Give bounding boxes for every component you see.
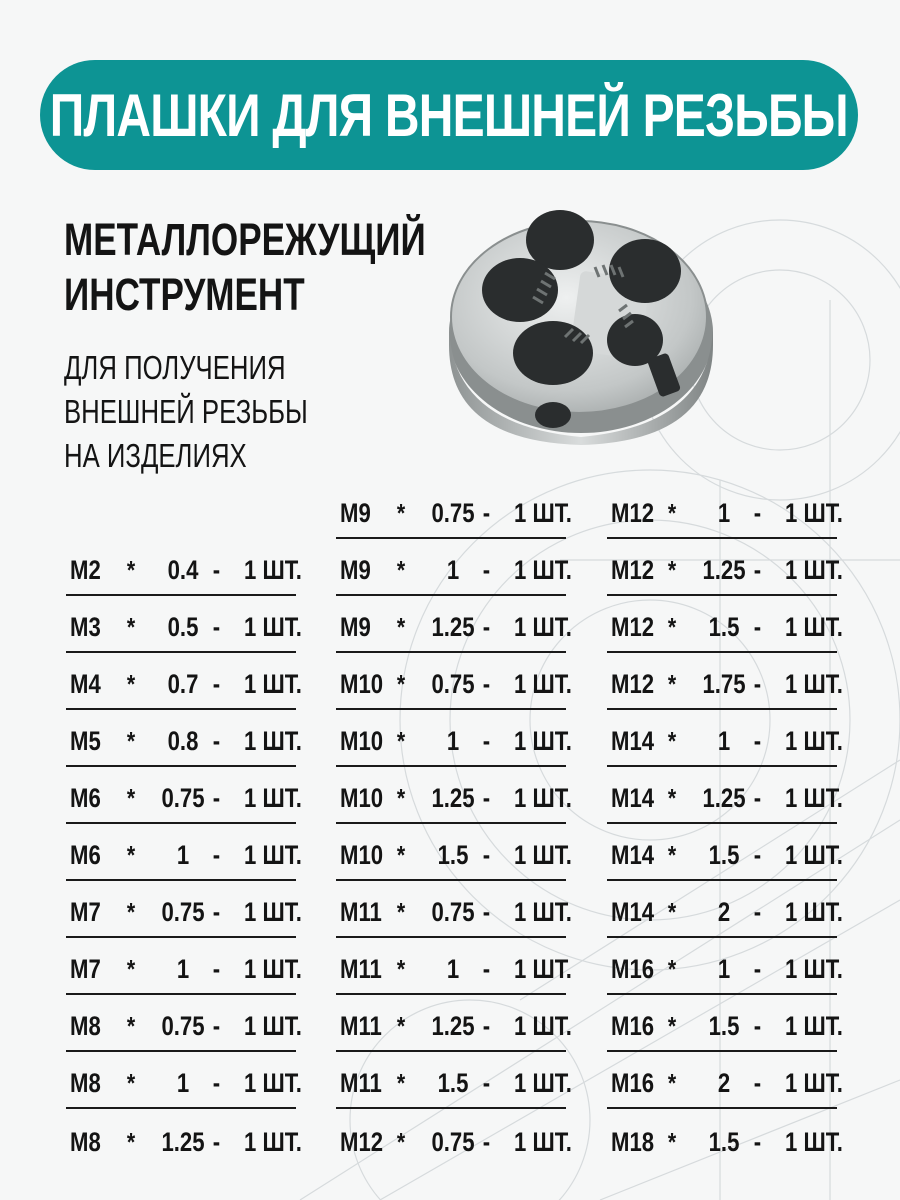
- separator-dash: -: [753, 555, 762, 585]
- separator-dash: -: [753, 954, 762, 984]
- separator-dash: -: [482, 726, 491, 756]
- thread-size: M11: [340, 1068, 382, 1098]
- separator-dash: -: [753, 498, 762, 528]
- thread-pitch: 0.8: [167, 726, 199, 756]
- quantity: 1 ШТ.: [514, 612, 572, 642]
- separator-dash: -: [212, 612, 221, 642]
- separator-dash: -: [482, 1127, 491, 1157]
- title-banner: [40, 60, 858, 170]
- table-row: [336, 768, 572, 824]
- thread-pitch: 1: [446, 555, 460, 585]
- thread-pitch: 1: [717, 498, 731, 528]
- thread-size: M11: [340, 954, 382, 984]
- thread-size: M18: [611, 1127, 655, 1157]
- separator-dash: -: [753, 726, 762, 756]
- thread-pitch: 1: [176, 840, 190, 870]
- separator-star: *: [396, 1011, 406, 1041]
- quantity: 1 ШТ.: [785, 783, 843, 813]
- quantity: 1 ШТ.: [785, 840, 843, 870]
- table-row: [607, 825, 843, 881]
- table-row: [66, 939, 302, 995]
- separator-star: *: [126, 840, 136, 870]
- quantity: 1 ШТ.: [785, 954, 843, 984]
- separator-dash: -: [212, 1068, 221, 1098]
- thread-pitch: 1.25: [431, 612, 475, 642]
- separator-dash: -: [753, 1011, 762, 1041]
- separator-dash: -: [753, 840, 762, 870]
- separator-dash: -: [482, 954, 491, 984]
- separator-star: *: [667, 840, 677, 870]
- quantity: 1 ШТ.: [514, 498, 572, 528]
- thread-size: M10: [340, 840, 384, 870]
- separator-star: *: [667, 612, 677, 642]
- separator-dash: -: [212, 1127, 221, 1157]
- thread-pitch: 2: [717, 1068, 731, 1098]
- quantity: 1 ШТ.: [244, 555, 302, 585]
- thread-size: M14: [611, 726, 655, 756]
- table-row: [336, 597, 572, 653]
- table-row: [607, 882, 843, 938]
- quantity: 1 ШТ.: [514, 1011, 572, 1041]
- subtitle-line-1: ДЛЯ ПОЛУЧЕНИЯ: [64, 349, 286, 386]
- thread-size: M14: [611, 783, 655, 813]
- separator-star: *: [667, 669, 677, 699]
- separator-dash: -: [482, 1068, 491, 1098]
- separator-dash: -: [212, 954, 221, 984]
- thread-size: M12: [611, 669, 655, 699]
- thread-size: M16: [611, 954, 655, 984]
- thread-size: M6: [70, 840, 101, 870]
- quantity: 1 ШТ.: [514, 669, 572, 699]
- quantity: 1 ШТ.: [244, 612, 302, 642]
- thread-pitch: 0.4: [167, 555, 199, 585]
- separator-dash: -: [753, 1127, 762, 1157]
- separator-dash: -: [212, 669, 221, 699]
- separator-star: *: [396, 669, 406, 699]
- separator-star: *: [126, 1127, 136, 1157]
- thread-size: M2: [70, 555, 101, 585]
- separator-dash: -: [212, 555, 221, 585]
- quantity: 1 ШТ.: [785, 669, 843, 699]
- thread-size: M10: [340, 783, 384, 813]
- table-row: [607, 597, 843, 653]
- separator-star: *: [126, 1011, 136, 1041]
- separator-star: *: [396, 498, 406, 528]
- table-row: [607, 483, 843, 539]
- thread-size: M16: [611, 1068, 655, 1098]
- separator-star: *: [396, 840, 406, 870]
- separator-star: *: [126, 726, 136, 756]
- separator-dash: -: [482, 498, 491, 528]
- table-row: [336, 825, 572, 881]
- table-row: [336, 882, 572, 938]
- thread-size: M10: [340, 726, 384, 756]
- quantity: 1 ШТ.: [244, 669, 302, 699]
- thread-size: M8: [70, 1068, 101, 1098]
- separator-dash: -: [212, 726, 221, 756]
- quantity: 1 ШТ.: [244, 1127, 302, 1157]
- separator-dash: -: [482, 783, 491, 813]
- subtitle-line-2: ВНЕШНЕЙ РЕЗЬБЫ: [64, 393, 308, 430]
- thread-pitch: 1: [446, 726, 460, 756]
- quantity: 1 ШТ.: [244, 954, 302, 984]
- separator-star: *: [126, 555, 136, 585]
- thread-size: M6: [70, 783, 101, 813]
- thread-size: M11: [340, 1011, 382, 1041]
- separator-star: *: [667, 1127, 677, 1157]
- heading-line-2: ИНСТРУМЕНТ: [64, 269, 305, 320]
- separator-star: *: [667, 555, 677, 585]
- thread-size: M16: [611, 1011, 655, 1041]
- table-row: [66, 711, 302, 767]
- separator-star: *: [667, 498, 677, 528]
- thread-pitch: 0.5: [167, 612, 199, 642]
- quantity: 1 ШТ.: [514, 726, 572, 756]
- thread-size: M3: [70, 612, 101, 642]
- table-row: [336, 711, 572, 767]
- table-row: [66, 654, 302, 710]
- table-row: [66, 1053, 302, 1109]
- thread-pitch: 0.75: [161, 897, 205, 927]
- subtitle-line-3: НА ИЗДЕЛИЯХ: [64, 437, 247, 474]
- table-row: [66, 996, 302, 1052]
- thread-pitch: 0.75: [431, 498, 475, 528]
- separator-star: *: [396, 897, 406, 927]
- table-row: [607, 996, 843, 1052]
- separator-star: *: [396, 555, 406, 585]
- separator-dash: -: [482, 840, 491, 870]
- separator-dash: -: [212, 840, 221, 870]
- thread-pitch: 0.75: [431, 897, 475, 927]
- thread-pitch: 2: [717, 897, 731, 927]
- quantity: 1 ШТ.: [244, 840, 302, 870]
- table-row: [66, 768, 302, 824]
- thread-pitch: 1.5: [708, 1127, 740, 1157]
- quantity: 1 ШТ.: [244, 1011, 302, 1041]
- quantity: 1 ШТ.: [785, 612, 843, 642]
- separator-star: *: [667, 726, 677, 756]
- thread-size: M14: [611, 840, 655, 870]
- separator-star: *: [126, 897, 136, 927]
- thread-size: M5: [70, 726, 101, 756]
- thread-pitch: 1.75: [702, 669, 746, 699]
- separator-star: *: [126, 1068, 136, 1098]
- table-row: [607, 654, 843, 710]
- table-row: [66, 540, 302, 596]
- table-row: [607, 711, 843, 767]
- thread-pitch: 1.25: [431, 783, 475, 813]
- thread-pitch: 1.5: [708, 1011, 740, 1041]
- table-row: [336, 996, 572, 1052]
- quantity: 1 ШТ.: [244, 726, 302, 756]
- table-row: [607, 1110, 843, 1166]
- thread-pitch: 1.5: [437, 1068, 469, 1098]
- banner-title: ПЛАШКИ ДЛЯ ВНЕШНЕЙ РЕЗЬБЫ: [49, 81, 849, 149]
- table-row: [607, 540, 843, 596]
- thread-pitch: 1: [176, 1068, 190, 1098]
- separator-dash: -: [753, 783, 762, 813]
- quantity: 1 ШТ.: [514, 897, 572, 927]
- threading-die-image: [445, 205, 720, 450]
- thread-pitch: 1: [717, 726, 731, 756]
- separator-dash: -: [753, 1068, 762, 1098]
- thread-size: M11: [340, 897, 382, 927]
- quantity: 1 ШТ.: [514, 783, 572, 813]
- thread-pitch: 1.5: [708, 840, 740, 870]
- separator-star: *: [396, 726, 406, 756]
- separator-star: *: [667, 897, 677, 927]
- separator-star: *: [667, 954, 677, 984]
- thread-size: M12: [611, 612, 655, 642]
- thread-pitch: 1.25: [161, 1127, 205, 1157]
- separator-dash: -: [753, 669, 762, 699]
- thread-size: M8: [70, 1127, 101, 1157]
- thread-pitch: 0.75: [431, 1127, 475, 1157]
- quantity: 1 ШТ.: [785, 726, 843, 756]
- table-row: [66, 882, 302, 938]
- table-row: [66, 597, 302, 653]
- thread-pitch: 1.5: [437, 840, 469, 870]
- table-row: [607, 1053, 843, 1109]
- quantity: 1 ШТ.: [244, 897, 302, 927]
- thread-pitch: 1.25: [431, 1011, 475, 1041]
- separator-dash: -: [212, 783, 221, 813]
- thread-pitch: 1.25: [702, 555, 746, 585]
- quantity: 1 ШТ.: [514, 954, 572, 984]
- quantity: 1 ШТ.: [785, 1068, 843, 1098]
- separator-dash: -: [212, 1011, 221, 1041]
- thread-size: M8: [70, 1011, 101, 1041]
- thread-size: M12: [611, 555, 655, 585]
- thread-size: M7: [70, 954, 101, 984]
- thread-pitch: 1.5: [708, 612, 740, 642]
- separator-dash: -: [482, 669, 491, 699]
- separator-dash: -: [482, 555, 491, 585]
- table-row: [336, 483, 572, 539]
- separator-star: *: [396, 1127, 406, 1157]
- subtitle: [64, 346, 308, 478]
- quantity: 1 ШТ.: [785, 498, 843, 528]
- thread-size: M12: [340, 1127, 384, 1157]
- thread-size: M14: [611, 897, 655, 927]
- thread-size: M9: [340, 555, 371, 585]
- separator-star: *: [396, 783, 406, 813]
- quantity: 1 ШТ.: [244, 1068, 302, 1098]
- table-row: [66, 825, 302, 881]
- thread-pitch: 1: [176, 954, 190, 984]
- separator-star: *: [667, 783, 677, 813]
- thread-pitch: 0.75: [431, 669, 475, 699]
- table-row: [336, 654, 572, 710]
- thread-pitch: 1: [446, 954, 460, 984]
- separator-dash: -: [482, 612, 491, 642]
- thread-pitch: 1.25: [702, 783, 746, 813]
- quantity: 1 ШТ.: [514, 1068, 572, 1098]
- quantity: 1 ШТ.: [514, 840, 572, 870]
- table-row: [336, 540, 572, 596]
- table-row: [607, 939, 843, 995]
- separator-dash: -: [753, 897, 762, 927]
- separator-dash: -: [753, 612, 762, 642]
- separator-dash: -: [482, 897, 491, 927]
- thread-size: M12: [611, 498, 655, 528]
- main-heading: [64, 212, 426, 322]
- separator-star: *: [126, 783, 136, 813]
- heading-line-1: МЕТАЛЛОРЕЖУЩИЙ: [64, 214, 426, 265]
- separator-dash: -: [482, 1011, 491, 1041]
- thread-pitch: 0.7: [167, 669, 199, 699]
- thread-size: M7: [70, 897, 101, 927]
- quantity: 1 ШТ.: [785, 555, 843, 585]
- separator-star: *: [667, 1011, 677, 1041]
- separator-star: *: [126, 669, 136, 699]
- quantity: 1 ШТ.: [244, 783, 302, 813]
- thread-pitch: 0.75: [161, 783, 205, 813]
- quantity: 1 ШТ.: [514, 1127, 572, 1157]
- quantity: 1 ШТ.: [785, 897, 843, 927]
- separator-star: *: [396, 612, 406, 642]
- table-row: [336, 939, 572, 995]
- separator-star: *: [126, 954, 136, 984]
- separator-star: *: [126, 612, 136, 642]
- quantity: 1 ШТ.: [785, 1011, 843, 1041]
- thread-size: M9: [340, 612, 371, 642]
- thread-size: M10: [340, 669, 384, 699]
- separator-star: *: [396, 954, 406, 984]
- table-row: [336, 1110, 572, 1166]
- table-row: [607, 768, 843, 824]
- separator-dash: -: [212, 897, 221, 927]
- thread-pitch: 1: [717, 954, 731, 984]
- table-row: [336, 1053, 572, 1109]
- quantity: 1 ШТ.: [785, 1127, 843, 1157]
- thread-size: M4: [70, 669, 101, 699]
- table-row: [66, 1110, 302, 1166]
- thread-size: M9: [340, 498, 371, 528]
- separator-star: *: [667, 1068, 677, 1098]
- thread-pitch: 0.75: [161, 1011, 205, 1041]
- separator-star: *: [396, 1068, 406, 1098]
- quantity: 1 ШТ.: [514, 555, 572, 585]
